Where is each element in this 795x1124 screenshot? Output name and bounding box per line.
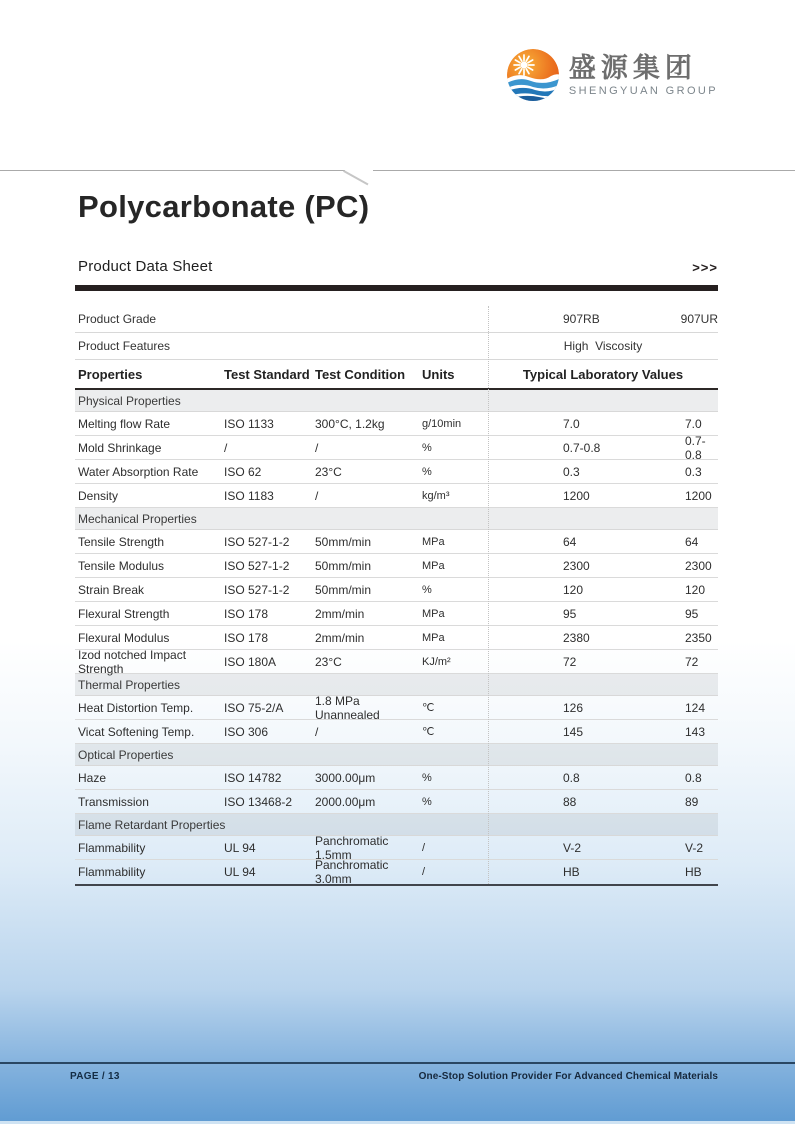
values-column-divider bbox=[488, 306, 489, 884]
test-standard: ISO 1183 bbox=[224, 488, 274, 503]
table-row bbox=[75, 860, 718, 884]
chevrons-icon: >>> bbox=[692, 260, 718, 275]
grade-value-2: 907UR bbox=[680, 312, 718, 326]
test-standard: / bbox=[224, 440, 228, 455]
table-row bbox=[75, 720, 718, 744]
table-row bbox=[75, 433, 718, 462]
property-name: Mold Shrinkage bbox=[78, 440, 162, 455]
test-standard: ISO 178 bbox=[224, 630, 269, 645]
table-row bbox=[75, 647, 718, 676]
units: % bbox=[422, 465, 432, 478]
value-907rb: 1200 bbox=[563, 488, 590, 503]
col-condition: Test Condition bbox=[315, 366, 406, 382]
sun-wave-logo-icon bbox=[507, 49, 559, 101]
test-standard: ISO 527-1-2 bbox=[224, 534, 290, 549]
test-standard: ISO 180A bbox=[224, 654, 277, 669]
value-907ur: 124 bbox=[685, 700, 706, 715]
value-907rb: 2380 bbox=[563, 630, 590, 645]
subtitle: Product Data Sheet bbox=[78, 258, 213, 275]
product-features-label: Product Features bbox=[78, 339, 171, 353]
page-title: Polycarbonate (PC) bbox=[78, 189, 370, 224]
value-907rb: 126 bbox=[563, 700, 584, 715]
product-grade-label: Product Grade bbox=[78, 312, 157, 326]
value-907ur: 2350 bbox=[685, 630, 712, 645]
test-condition: 23°C bbox=[315, 654, 342, 669]
test-condition: 2mm/min bbox=[315, 630, 365, 645]
value-907rb: V-2 bbox=[563, 840, 582, 855]
value-907ur: 143 bbox=[685, 724, 706, 739]
value-907rb: HB bbox=[563, 865, 580, 879]
value-907ur: 2300 bbox=[685, 558, 712, 573]
column-header-row bbox=[75, 360, 718, 390]
test-standard: UL 94 bbox=[224, 840, 256, 855]
property-name: Tensile Strength bbox=[78, 534, 165, 549]
value-907rb: 120 bbox=[563, 582, 584, 597]
property-name: Haze bbox=[78, 770, 107, 785]
property-name: Heat Distortion Temp. bbox=[78, 700, 194, 715]
test-condition: 2000.00μm bbox=[315, 794, 376, 809]
property-name: Flexural Modulus bbox=[78, 630, 170, 645]
test-condition: Panchromatic 1.5mm bbox=[315, 833, 389, 862]
test-condition: 3000.00μm bbox=[315, 770, 376, 785]
footer-divider bbox=[0, 1062, 795, 1064]
units: ℃ bbox=[422, 726, 435, 738]
property-name: Melting flow Rate bbox=[78, 416, 171, 431]
test-standard: ISO 306 bbox=[224, 724, 269, 739]
value-907ur: 64 bbox=[685, 534, 699, 549]
value-907ur: V-2 bbox=[685, 840, 704, 855]
value-907rb: 145 bbox=[563, 724, 584, 739]
value-907ur: 7.0 bbox=[685, 416, 702, 431]
test-condition: / bbox=[315, 440, 319, 455]
value-907ur: 89 bbox=[685, 794, 699, 809]
footer bbox=[70, 1071, 718, 1082]
col-properties: Properties bbox=[78, 366, 143, 382]
units: MPa bbox=[422, 559, 445, 572]
section-header-flame: Flame Retardant Properties bbox=[75, 814, 718, 836]
table-row bbox=[75, 790, 718, 814]
test-condition: 23°C bbox=[315, 464, 342, 479]
test-condition: / bbox=[315, 724, 319, 739]
top-rule-notch bbox=[343, 170, 368, 185]
units: kg/m³ bbox=[422, 489, 450, 502]
footer-tagline: One-Stop Solution Provider For Advanced Chemical Materials bbox=[418, 1071, 718, 1082]
brand-name-cn: 盛源集团 bbox=[568, 52, 697, 83]
test-condition: 50mm/min bbox=[315, 558, 372, 573]
col-values: Typical Laboratory Values bbox=[522, 366, 684, 382]
value-907rb: 0.8 bbox=[563, 770, 580, 785]
value-907ur: 95 bbox=[685, 606, 699, 621]
property-name: Transmission bbox=[78, 794, 149, 809]
value-907ur: 72 bbox=[685, 654, 699, 669]
table-row bbox=[75, 626, 718, 650]
value-907rb: 7.0 bbox=[563, 416, 580, 431]
test-standard: ISO 1133 bbox=[224, 416, 274, 431]
units: MPa bbox=[422, 535, 445, 548]
value-907ur: HB bbox=[685, 865, 702, 879]
table-row bbox=[75, 484, 718, 508]
section-header-mechanical: Mechanical Properties bbox=[75, 508, 718, 530]
value-907rb: 88 bbox=[563, 794, 577, 809]
brand-text bbox=[569, 53, 718, 97]
test-condition: / bbox=[315, 488, 319, 503]
top-rule-right bbox=[373, 170, 795, 171]
page-number: PAGE / 13 bbox=[70, 1071, 120, 1082]
test-condition: 1.8 MPa Unannealed bbox=[315, 693, 380, 722]
property-name: Izod notched Impact Strength bbox=[78, 647, 187, 676]
subtitle-underline-bar bbox=[75, 285, 718, 291]
test-standard: ISO 527-1-2 bbox=[224, 582, 290, 597]
value-907rb: 0.7-0.8 bbox=[563, 440, 601, 455]
product-data-table bbox=[75, 306, 718, 886]
table-row bbox=[75, 460, 718, 484]
top-rule-left bbox=[0, 170, 345, 171]
test-condition: 50mm/min bbox=[315, 582, 372, 597]
value-907rb: 64 bbox=[563, 534, 577, 549]
grade-value-1: 907RB bbox=[563, 312, 600, 326]
property-name: Density bbox=[78, 488, 119, 503]
units: % bbox=[422, 771, 432, 784]
test-condition: Panchromatic 3.0mm bbox=[315, 858, 389, 886]
units: ℃ bbox=[422, 702, 435, 714]
section-header-optical: Optical Properties bbox=[75, 744, 718, 766]
test-condition: 300°C, 1.2kg bbox=[315, 416, 385, 431]
table-row bbox=[75, 578, 718, 602]
units: / bbox=[422, 866, 426, 878]
test-standard: ISO 62 bbox=[224, 464, 262, 479]
test-standard: ISO 13468-2 bbox=[224, 794, 293, 809]
units: g/10min bbox=[422, 417, 462, 430]
value-907ur: 0.7-0.8 bbox=[685, 433, 706, 462]
product-grade-row bbox=[75, 306, 718, 333]
brand-logo bbox=[507, 49, 718, 101]
col-standard: Test Standard bbox=[224, 366, 310, 382]
value-907rb: 95 bbox=[563, 606, 577, 621]
test-standard: ISO 14782 bbox=[224, 770, 282, 785]
test-standard: ISO 527-1-2 bbox=[224, 558, 290, 573]
property-name: Water Absorption Rate bbox=[78, 464, 199, 479]
units: / bbox=[422, 841, 426, 854]
units: MPa bbox=[422, 607, 445, 620]
units: KJ/m² bbox=[422, 655, 451, 668]
table-row bbox=[75, 530, 718, 554]
table-row bbox=[75, 766, 718, 790]
table-row bbox=[75, 833, 718, 862]
test-condition: 2mm/min bbox=[315, 606, 365, 621]
value-907ur: 0.8 bbox=[685, 770, 702, 785]
value-907ur: 0.3 bbox=[685, 464, 702, 479]
table-row bbox=[75, 693, 718, 722]
value-907ur: 1200 bbox=[685, 488, 712, 503]
value-907ur: 120 bbox=[685, 582, 706, 597]
section-header-thermal: Thermal Properties bbox=[75, 674, 718, 696]
value-907rb: 72 bbox=[563, 654, 577, 669]
test-condition: 50mm/min bbox=[315, 534, 372, 549]
product-features-value: High Viscosity bbox=[563, 339, 643, 353]
units: % bbox=[422, 441, 432, 454]
value-907rb: 2300 bbox=[563, 558, 590, 573]
test-standard: ISO 178 bbox=[224, 606, 269, 621]
property-name: Flammability bbox=[78, 865, 146, 879]
subtitle-row bbox=[78, 258, 718, 275]
property-name: Tensile Modulus bbox=[78, 558, 165, 573]
property-name: Strain Break bbox=[78, 582, 145, 597]
table-row bbox=[75, 412, 718, 436]
units: % bbox=[422, 583, 432, 596]
value-907rb: 0.3 bbox=[563, 464, 580, 479]
col-units: Units bbox=[422, 366, 455, 382]
table-row bbox=[75, 602, 718, 626]
test-standard: ISO 75-2/A bbox=[224, 700, 284, 715]
test-standard: UL 94 bbox=[224, 865, 256, 879]
units: MPa bbox=[422, 631, 445, 644]
property-name: Vicat Softening Temp. bbox=[78, 724, 195, 739]
units: % bbox=[422, 795, 432, 808]
table-row bbox=[75, 554, 718, 578]
property-name: Flammability bbox=[78, 840, 146, 855]
brand-name-en: SHENGYUAN GROUP bbox=[568, 85, 718, 98]
product-features-row bbox=[75, 333, 718, 360]
section-header-physical: Physical Properties bbox=[75, 390, 718, 412]
property-name: Flexural Strength bbox=[78, 606, 170, 621]
